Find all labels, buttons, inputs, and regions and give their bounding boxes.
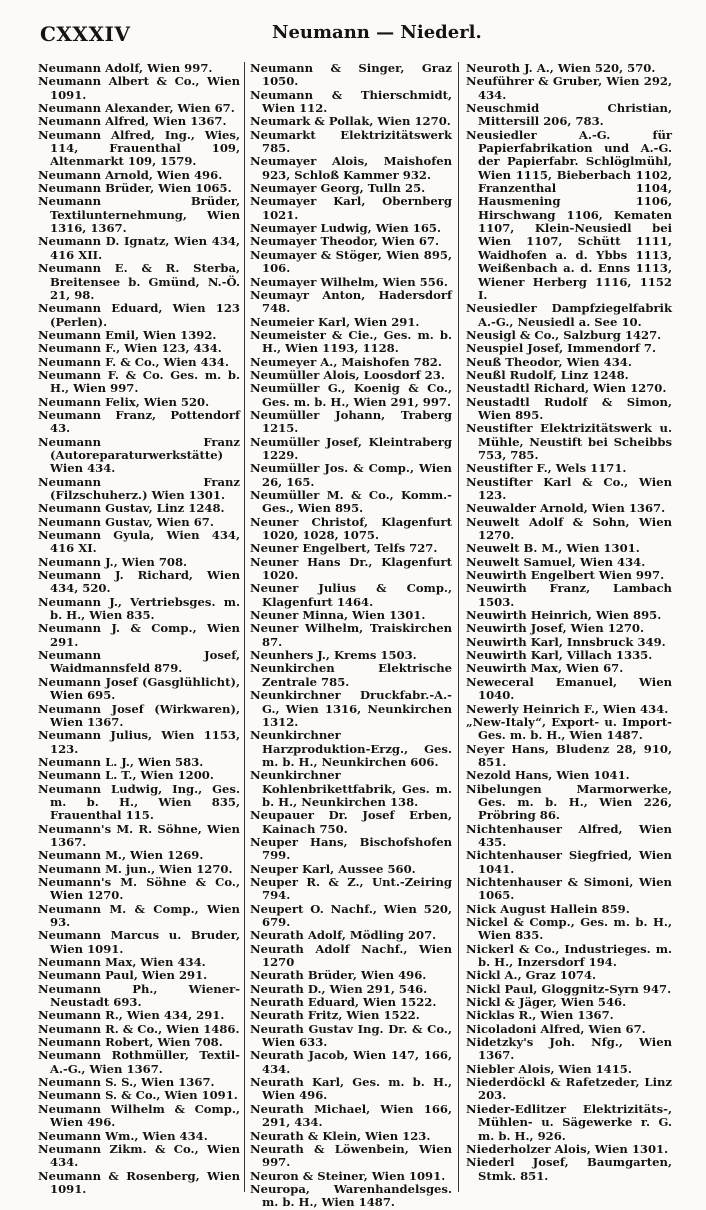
directory-entry: Neumann M., Wien 1269. [38,848,204,863]
directory-entry: Neuwirth Max, Wien 67. [466,661,624,676]
directory-entry: Neumann Albert & Co., Wien 1091. [38,74,240,102]
directory-entry: Nickl Paul, Gloggnitz-Syrn 947. [466,981,672,996]
directory-entry: Neurath Eduard, Wien 1522. [250,995,437,1010]
directory-entry: Neumüller Jos. & Comp., Wien 26, 165. [250,461,452,489]
directory-entry: Neumüller Alois, Loosdorf 23. [250,367,445,382]
directory-entry: Nichtenhauser Siegfried, Wien 1041. [466,848,672,876]
directory-entry: Newerly Heinrich F., Wien 434. [466,701,669,716]
directory-entry: Neunkirchner Druckfabr.-A.-G., Wien 1316, Neunkirchen 1312. [250,688,452,729]
directory-entry: Neumann M. & Comp., Wien 93. [38,901,240,929]
directory-entry: Neumann Gyula, Wien 434, 416 XI. [38,528,240,556]
directory-entry: Nieder-Edlitzer Elektrizitäts-, Mühlen- u. Sägewerke r. G. m. b. H., 926. [466,1101,672,1143]
directory-entry: Neumayer & Stöger, Wien 895, 106. [250,247,452,276]
directory-entry: Neumann J., Wien 708. [38,554,188,569]
directory-entry: Neusiedler A.-G. für Papierfabrikation und A.-G. der Papierfabr. Schlöglmühl, Wien 1115, Bieberbach 1102, Franzenthal 1104, Hausmening 1106, Hirschwang 1106, Kematen 1107, Klein-Neusiedl bei Wien 1107, Schütt 1111, Waidhofen a. d. Ybbs 1113, Weißenbach a. d. Enns 1113, Wiener Herberg 1116, 1152 I. [466,127,672,302]
directory-entry: „New-Italy“, Export- u. Import-Ges. m. b. H., Wien 1487. [466,714,672,743]
directory-entry: Neumeier Karl, Wien 291. [250,314,420,329]
directory-entry: Neuwirth Franz, Lambach 1503. [466,581,672,609]
directory-entry: Neumann Franz (Autoreparaturwerkstätte) Wien 434. [38,434,240,476]
directory-entry: Neuner Engelbert, Telfs 727. [250,541,438,556]
directory-columns [38,61,672,1210]
directory-entry: Niederl Josef, Baumgarten, Stmk. 851. [466,1155,672,1183]
directory-entry: Neuron & Steiner, Wien 1091. [250,1168,446,1183]
directory-entry: Neuwalder Arnold, Wien 1367. [466,501,666,516]
directory-entry: Neurath & Löwenbein, Wien 997. [250,1141,452,1170]
directory-entry: Neuwirth Heinrich, Wien 895. [466,608,662,623]
directory-entry: Neunkirchen Elektrische Zentrale 785. [250,661,452,689]
directory-entry: Nickel & Comp., Ges. m. b. H., Wien 835. [466,915,672,943]
directory-entry: Neupert O. Nachf., Wien 520, 679. [250,901,452,929]
directory-entry: Neuner Julius & Comp., Klagenfurt 1464. [250,581,452,609]
directory-entry: Neuper Hans, Bischofshofen 799. [250,834,452,863]
directory-entry: Neumann Zikm. & Co., Wien 434. [38,1141,240,1170]
directory-entry: Neurath Gustav Ing. Dr. & Co., Wien 633. [250,1021,452,1050]
directory-entry: Neumann Marcus u. Bruder, Wien 1091. [38,928,240,956]
directory-entry: Neumann J., Vertriebsges. m. b. H., Wien 835. [38,594,240,623]
running-title: Neumann — Niederl. [272,22,482,43]
directory-entry: Neustifter Karl & Co., Wien 123. [466,474,672,502]
directory-entry: Nichtenhauser Alfred, Wien 435. [466,821,672,849]
directory-entry: Neumann M. jun., Wien 1270. [38,861,233,876]
directory-entry: Neumayer Karl, Obernberg 1021. [250,194,452,222]
directory-entry: Neumann J. Richard, Wien 434, 520. [38,568,240,596]
directory-entry: Nickerl & Co., Industrieges. m. b. H., Inzersdorf 194. [466,941,672,970]
directory-entry: Neuwelt Adolf & Sohn, Wien 1270. [466,514,672,543]
directory-entry: Neurath Fritz, Wien 1522. [250,1008,420,1023]
directory-entry: Neurath Jacob, Wien 147, 166, 434. [250,1048,452,1076]
directory-entry: Neumann J. & Comp., Wien 291. [38,621,240,649]
directory-entry: Neumann R. & Co., Wien 1486. [38,1021,240,1036]
directory-entry: Neumann Josef, Waidmannsfeld 879. [38,648,240,676]
directory-entry: Neumann Alfred, Wien 1367. [38,114,227,129]
directory-entry: Neuwelt B. M., Wien 1301. [466,541,640,556]
directory-entry: Neumarkt Elektrizitätswerk 785. [250,127,452,156]
directory-entry: Niederdöckl & Rafetzeder, Linz 203. [466,1075,672,1103]
directory-entry: Nicoladoni Alfred, Wien 67. [466,1021,646,1036]
column-divider [458,62,459,1192]
directory-entry: Neustadtl Richard, Wien 1270. [466,381,667,396]
directory-entry: Neusigl & Co., Salzburg 1427. [466,327,662,342]
directory-entry: Neumann Franz, Pottendorf 43. [38,407,240,436]
directory-entry: Neustifter F., Wels 1171. [466,461,627,476]
directory-entry: Neuß Theodor, Wien 434. [466,354,632,369]
directory-entry: Neumann Felix, Wien 520. [38,394,210,409]
directory-entry: Neumann D. Ignatz, Wien 434, 416 XII. [38,234,240,262]
directory-entry: Neumann Rothmüller, Textil-A.-G., Wien 1367. [38,1048,240,1076]
directory-entry: Neumann Paul, Wien 291. [38,968,208,983]
directory-entry: Neumann Josef (Wirkwaren), Wien 1367. [38,701,240,729]
directory-entry: Neumüller M. & Co., Komm.-Ges., Wien 895. [250,488,452,516]
directory-entry: Neumayer Theodor, Wien 67. [250,234,440,249]
directory-entry: Nickl A., Graz 1074. [466,968,597,983]
directory-entry: Neumann Max, Wien 434. [38,955,206,970]
directory-entry: Neuner Wilhelm, Traiskirchen 87. [250,621,452,649]
directory-entry: Neurath Karl, Ges. m. b. H., Wien 496. [250,1075,452,1103]
directory-entry: Neumeyer A., Maishofen 782. [250,354,442,369]
directory-entry: Neumann S. S., Wien 1367. [38,1075,215,1090]
directory-entry: Neumann F., Wien 123, 434. [38,341,222,356]
directory-entry: Neumüller Johann, Traberg 1215. [250,407,452,436]
column-right [466,62,672,1192]
directory-entry: Neumayer Wilhelm, Wien 556. [250,274,448,289]
directory-entry: Nickl & Jäger, Wien 546. [466,995,627,1010]
directory-entry: Neumann Gustav, Linz 1248. [38,501,225,516]
directory-entry: Neumeister & Cie., Ges. m. b. H., Wien 1193, 1128. [250,327,452,356]
directory-entry: Neuwirth Karl, Innsbruck 349. [466,634,666,649]
directory-entry: Neunhers J., Krems 1503. [250,648,417,663]
directory-entry: Neußl Rudolf, Linz 1248. [466,367,629,382]
directory-entry: Nezold Hans, Wien 1041. [466,768,630,783]
directory-entry: Neuwirth Josef, Wien 1270. [466,621,645,636]
directory-entry: Neurath & Klein, Wien 123. [250,1128,431,1143]
directory-entry: Neumann Brüder, Wien 1065. [38,181,232,196]
directory-entry: Neumann Gustav, Wien 67. [38,514,214,529]
directory-entry: Neuner Minna, Wien 1301. [250,608,426,623]
directory-entry: Neuwirth Engelbert Wien 997. [466,568,665,583]
directory-entry: Neumann Brüder, Textilunternehmung, Wien 1316, 1367. [38,194,240,236]
directory-entry: Nick August Hallein 859. [466,901,630,916]
column-left [38,61,240,1196]
directory-entry: Neumann Arnold, Wien 496. [38,167,223,182]
directory-entry: Neumann Julius, Wien 1153, 123. [38,728,240,756]
directory-entry: Neuwelt Samuel, Wien 434. [466,554,646,569]
directory-entry: Neuroth J. A., Wien 520, 570. [466,61,656,75]
directory-entry: Neumann L. J., Wien 583. [38,754,204,769]
directory-entry: Neuper R. & Z., Unt.-Zeiring 794. [250,874,452,903]
directory-entry: Neuper Karl, Aussee 560. [250,861,416,876]
directory-entry: Neumann Alexander, Wien 67. [38,101,235,116]
column-divider [244,62,245,1192]
directory-entry: Neumüller G., Koenig & Co., Ges. m. b. H., Wien 291, 997. [250,381,452,409]
page-number: CXXXIV [40,22,131,46]
directory-entry: Neuführer & Gruber, Wien 292, 434. [466,74,672,102]
directory-entry: Neumann Wm., Wien 434. [38,1128,208,1143]
directory-entry: Neyer Hans, Bludenz 28, 910, 851. [466,741,672,769]
directory-entry: Neumayer Ludwig, Wien 165. [250,221,441,236]
directory-entry: Neumann Robert, Wien 708. [38,1035,223,1050]
directory-entry: Neumann & Singer, Graz 1050. [250,61,452,89]
directory-entry: Neumann F. & Co., Wien 434. [38,354,229,369]
directory-entry: Neustifter Elektrizitätswerk u. Mühle, Neustift bei Scheibbs 753, 785. [466,421,672,462]
directory-entry: Neuner Hans Dr., Klagenfurt 1020. [250,554,452,583]
directory-entry: Neusiedler Dampfziegelfabrik A.-G., Neusiedl a. See 10. [466,301,672,329]
directory-entry: Neweceral Emanuel, Wien 1040. [466,674,672,703]
directory-entry: Neumann Franz (Filzschuherz.) Wien 1301. [38,474,240,502]
directory-entry: Neumark & Pollak, Wien 1270. [250,114,451,129]
directory-entry: Nicklas R., Wien 1367. [466,1008,614,1023]
directory-entry: Neumann & Thierschmidt, Wien 112. [250,87,452,116]
directory-entry: Neumann E. & R. Sterba, Breitensee b. Gmünd, N.-Ö. 21, 98. [38,261,240,302]
directory-entry: Neustadtl Rudolf & Simon, Wien 895. [466,394,672,422]
directory-entry: Neumayer Alois, Maishofen 923, Schloß Kammer 932. [250,154,452,182]
directory-entry: Neumann Alfred, Ing., Wies, 114, Frauenthal 109, Altenmarkt 109, 1579. [38,127,240,169]
directory-entry: Nichtenhauser & Simoni, Wien 1065. [466,874,672,903]
directory-entry: Neurath Adolf Nachf., Wien 1270 [250,941,452,970]
directory-entry: Neurath Michael, Wien 166, 291, 434. [250,1101,452,1130]
directory-entry: Neumann Wilhelm & Comp., Wien 496. [38,1101,240,1130]
directory-entry: Nidetzky's Joh. Nfg., Wien 1367. [466,1035,672,1063]
directory-entry: Neuropa, Warenhandelsges. m. b. H., Wien 1487. [250,1181,452,1210]
directory-entry: Neuspiel Josef, Immendorf 7. [466,341,657,356]
directory-entry: Neumann F. & Co. Ges. m. b. H., Wien 997. [38,367,240,396]
directory-entry: Neuschmid Christian, Mittersill 206, 783. [466,101,672,129]
directory-entry: Neumann Josef (Gasglühlicht), Wien 695. [38,674,240,703]
directory-entry: Neumann Emil, Wien 1392. [38,327,217,342]
directory-entry: Neumann & Rosenberg, Wien 1091. [38,1168,240,1196]
directory-entry: Neuwirth Karl, Villach 1335. [466,648,653,663]
directory-entry: Neunkirchner Kohlenbrikettfabrik, Ges. m. b. H., Neunkirchen 138. [250,768,452,809]
directory-entry: Neumann R., Wien 434, 291. [38,1008,225,1023]
directory-entry: Nibelungen Marmorwerke, Ges. m. b. H., Wien 226, Pröbring 86. [466,781,672,823]
directory-entry: Neurath Brüder, Wien 496. [250,968,427,983]
directory-entry: Neumüller Josef, Kleintraberg 1229. [250,434,452,462]
directory-entry: Neunkirchner Harzproduktion-Erzg., Ges. m. b. H., Neunkirchen 606. [250,728,452,769]
page-header [0,0,706,52]
directory-entry: Neumann Adolf, Wien 997. [38,61,213,75]
directory-entry: Neumann S. & Co., Wien 1091. [38,1088,238,1103]
directory-entry: Neurath D., Wien 291, 546. [250,981,428,996]
directory-entry: Neumayr Anton, Hadersdorf 748. [250,287,452,316]
directory-entry: Niederholzer Alois, Wien 1301. [466,1141,669,1156]
directory-entry: Neumayer Georg, Tulln 25. [250,181,426,196]
directory-entry: Neumann's M. Söhne & Co., Wien 1270. [38,874,240,903]
directory-entry: Niebler Alois, Wien 1415. [466,1061,632,1076]
directory-entry: Neumann L. T., Wien 1200. [38,768,214,783]
directory-entry: Neumann Ph., Wiener-Neustadt 693. [38,981,240,1010]
directory-entry: Neurath Adolf, Mödling 207. [250,928,437,943]
directory-entry: Neuner Christof, Klagenfurt 1020, 1028, 1075. [250,514,452,543]
directory-entry: Neumann's M. R. Söhne, Wien 1367. [38,821,240,849]
column-middle [250,61,452,1210]
directory-entry: Neumann Ludwig, Ing., Ges. m. b. H., Wien 835, Frauenthal 115. [38,781,240,823]
directory-entry: Neupauer Dr. Josef Erben, Kainach 750. [250,808,452,836]
directory-entry: Neumann Eduard, Wien 123 (Perlen). [38,301,240,329]
